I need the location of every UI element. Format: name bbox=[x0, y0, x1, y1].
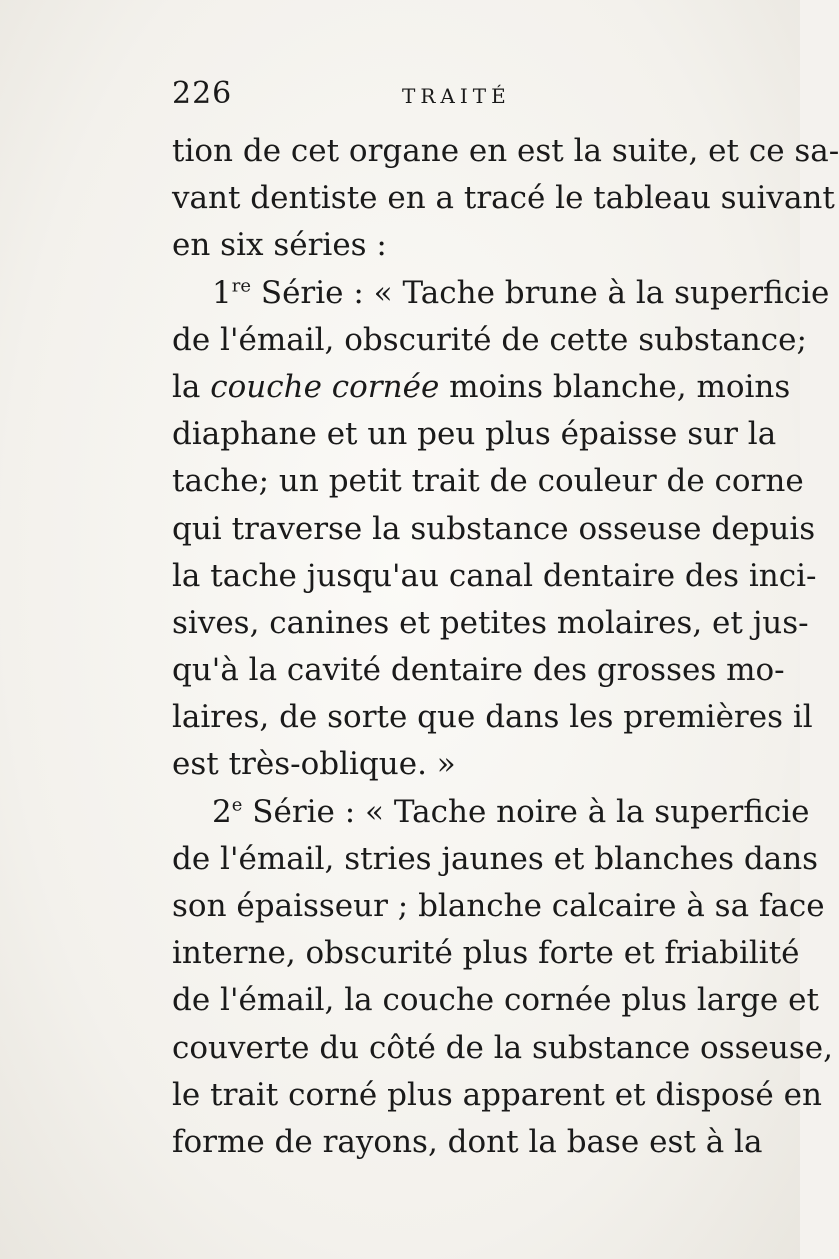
page-number: 226 bbox=[172, 76, 233, 111]
text-line: 1re Série : « Tache brune à la superficie bbox=[212, 274, 830, 311]
text-line: de l'émail, la couche cornée plus large et bbox=[172, 982, 819, 1019]
text-line: qui traverse la substance osseuse depuis bbox=[172, 510, 816, 547]
text-line: vant dentiste en a tracé le tableau suivant bbox=[172, 180, 835, 217]
text-line: de l'émail, stries jaunes et blanches dans bbox=[172, 840, 819, 877]
text-line: diaphane et un peu plus épaisse sur la bbox=[172, 416, 777, 453]
text-line: interne, obscurité plus forte et friabilité bbox=[172, 935, 800, 972]
text-line: en six séries : bbox=[172, 227, 387, 264]
text-line: la tache jusqu'au canal dentaire des inci- bbox=[172, 557, 817, 594]
running-head bbox=[172, 76, 762, 116]
text-line: le trait corné plus apparent et disposé en bbox=[172, 1076, 822, 1113]
ordinal-superscript: re bbox=[231, 275, 251, 297]
text-line: la couche cornée moins blanche, moins bbox=[172, 368, 791, 405]
body-text bbox=[172, 128, 839, 1166]
text-line: laires, de sorte que dans les premières il bbox=[172, 699, 813, 736]
text-line: tache; un petit trait de couleur de corne bbox=[172, 463, 804, 500]
text-line: sives, canines et petites molaires, et jus- bbox=[172, 604, 809, 641]
text-line: qu'à la cavité dentaire des grosses mo- bbox=[172, 652, 785, 689]
text-line: forme de rayons, dont la base est à la bbox=[172, 1123, 763, 1160]
text-line: est très-oblique. » bbox=[172, 746, 456, 783]
text-line: couverte du côté de la substance osseuse, bbox=[172, 1029, 833, 1066]
italic-term: couche cornée bbox=[210, 368, 440, 405]
running-title: TRAITÉ bbox=[402, 84, 511, 108]
text-line: 2e Série : « Tache noire à la superficie bbox=[212, 793, 810, 830]
ordinal-superscript: e bbox=[231, 794, 243, 816]
text-line: tion de cet organe en est la suite, et ce sa- bbox=[172, 133, 839, 169]
text-line: son épaisseur ; blanche calcaire à sa face bbox=[172, 888, 825, 924]
text-line: de l'émail, obscurité de cette substance; bbox=[172, 321, 807, 358]
